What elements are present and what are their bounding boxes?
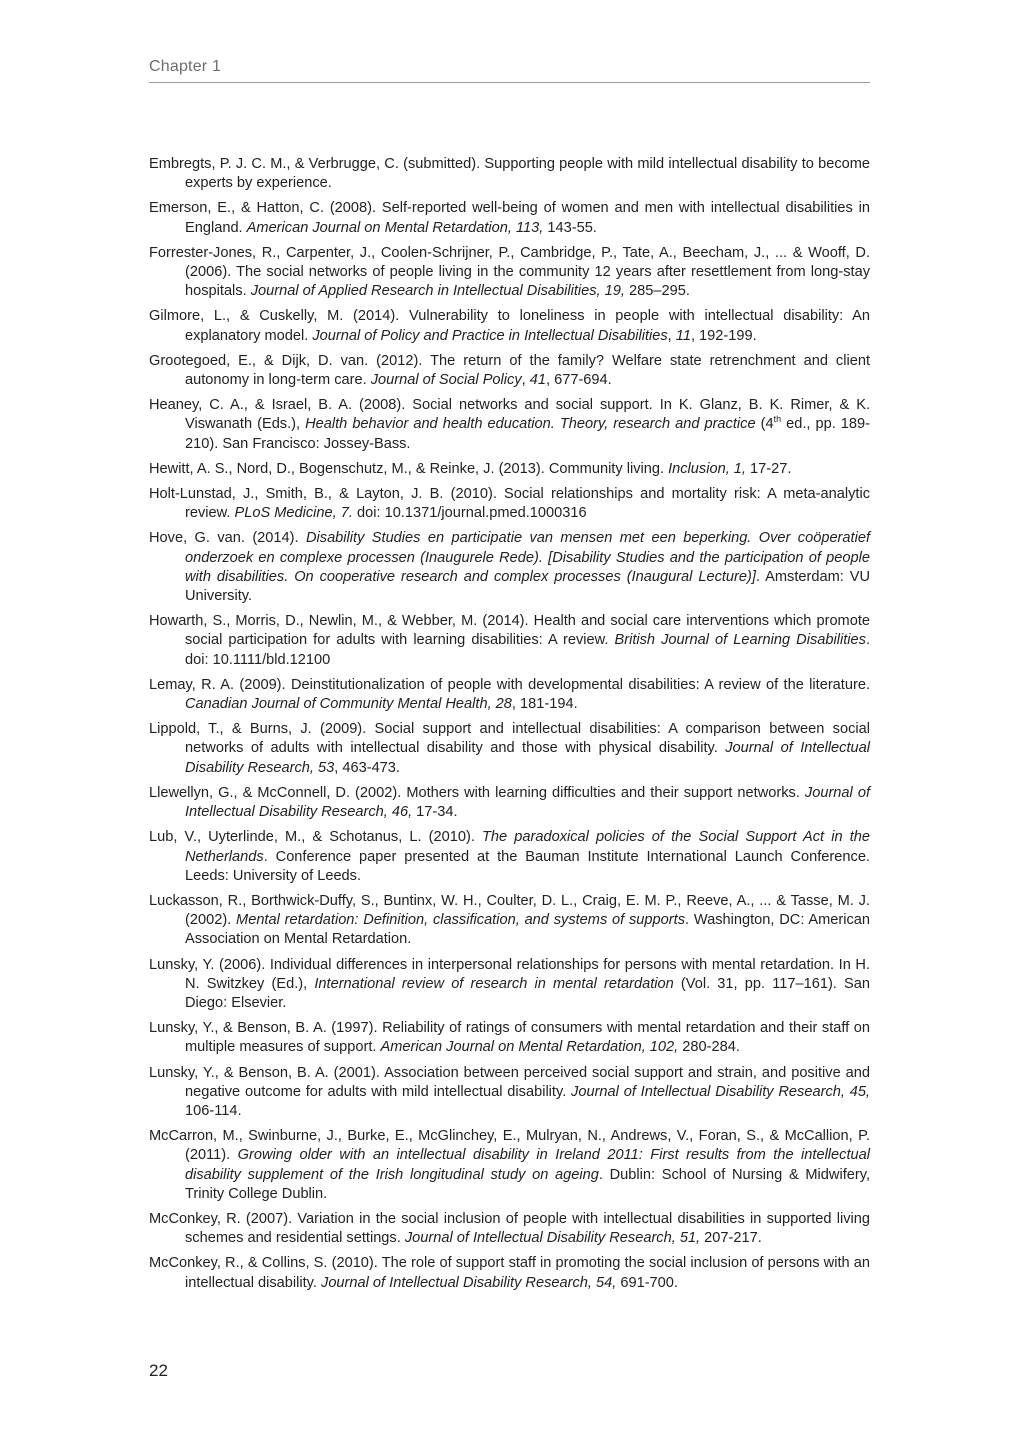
reference-text: Lemay, R. A. (2009). Deinstitutionalization of people with developmental disabilities: A review of the literature. <box>149 676 870 693</box>
reference-italic-text: Journal of Intellectual Disability Research, 54, <box>321 1274 617 1291</box>
reference-italic-text: Journal of Intellectual Disability Research, 51, <box>404 1230 701 1247</box>
reference-italic-text: Disability Studies en participatie van mensen met een beperking. Over coöperatief onderzoek en complexe processen (Inaugurele Rede). [Disability Studies and the participation of people with disabilities. On cooperative research and complex processes (Inaugural Lecture)] <box>185 530 871 585</box>
reference-text: Hewitt, A. S., Nord, D., Bogenschutz, M., & Reinke, J. (2013). Community living. <box>149 460 669 477</box>
reference-text: (4 <box>755 416 774 433</box>
reference-text: Grootegoed, E., & Dijk, D. van. (2012). The return of the family? Welfare state retrenchment and client autonomy in long-term care. <box>149 352 870 389</box>
reference-text: , 192-199. <box>690 327 757 344</box>
reference-text: . Dublin: School of Nursing & Midwifery, Trinity College Dublin. <box>185 1166 870 1202</box>
page-number: 22 <box>149 1361 168 1380</box>
reference-superscript: th <box>773 414 782 425</box>
reference-text: Lunsky, Y., & Benson, B. A. (1997). Reliability of ratings of consumers with mental retardation and their staff on multiple measures of support. <box>149 1020 870 1056</box>
reference-italic-text: PLoS Medicine, 7. <box>234 505 353 522</box>
reference-entry <box>149 307 870 345</box>
reference-text: , <box>521 372 530 389</box>
reference-italic-text: Journal of Policy and Practice in Intellectual Disabilities <box>312 327 668 344</box>
reference-italic-text: Journal of Intellectual Disability Research, 45, <box>571 1083 870 1100</box>
reference-text: Embregts, P. J. C. M., & Verbrugge, C. (submitted). Supporting people with mild intellectual disability to become experts by experience. <box>149 156 870 192</box>
reference-text: Lippold, T., & Burns, J. (2009). Social support and intellectual disabilities: A comparison between social networks of adults with intellectual disability and those with physical disability. <box>149 721 870 757</box>
reference-text: 691-700. <box>616 1274 678 1291</box>
reference-entry <box>149 352 870 390</box>
reference-text: , <box>667 327 676 344</box>
reference-entry <box>149 1019 870 1057</box>
reference-entry <box>149 1254 870 1292</box>
reference-italic-text: The paradoxical policies of the Social Support Act in the Netherlands <box>185 829 870 865</box>
reference-text: ed., pp. 189-210). San Francisco: Jossey-Bass. <box>185 416 871 452</box>
reference-text: Holt-Lunstad, J., Smith, B., & Layton, J. B. (2010). Social relationships and mortality risk: A meta-analytic review. <box>149 486 870 522</box>
reference-entry <box>149 892 870 950</box>
reference-entry <box>149 1127 870 1204</box>
reference-entry <box>149 396 870 454</box>
reference-entry <box>149 720 870 778</box>
reference-text: . Conference paper presented at the Bauman Institute International Launch Conference. Leeds: University of Leeds. <box>185 848 870 884</box>
reference-text: McConkey, R. (2007). Variation in the social inclusion of people with intellectual disabilities in supported living schemes and residential settings. <box>149 1210 870 1247</box>
reference-text: McCarron, M., Swinburne, J., Burke, E., McGlinchey, E., Mulryan, N., Andrews, V., Foran, S., & McCallion, P. (2011). <box>149 1128 870 1164</box>
reference-text: 17-34. <box>412 804 458 821</box>
reference-text: Hove, G. van. (2014). <box>149 530 306 547</box>
reference-entry <box>149 784 870 822</box>
reference-italic-text: 11 <box>675 327 691 344</box>
reference-italic-text: Journal of Social Policy <box>370 372 522 389</box>
reference-entry <box>149 244 870 302</box>
reference-text: Luckasson, R., Borthwick-Duffy, S., Buntinx, W. H., Coulter, D. L., Craig, E. M. P., Reeve, A., ... & Tasse, M. J. (2002). <box>149 892 870 929</box>
reference-entry <box>149 485 870 523</box>
reference-text: Llewellyn, G., & McConnell, D. (2002). Mothers with learning difficulties and their support networks. <box>149 784 805 801</box>
reference-entry <box>149 676 870 714</box>
reference-text: 285–295. <box>624 283 690 300</box>
reference-italic-text: Canadian Journal of Community Mental Health, 28 <box>185 696 512 713</box>
reference-text: Forrester-Jones, R., Carpenter, J., Coolen-Schrijner, P., Cambridge, P., Tate, A., Beecham, J., ... & Wooff, D. (2006). The social networks of people living in the community 12 years after resettlement from long-stay hospitals. <box>149 244 870 300</box>
reference-entry <box>149 199 870 237</box>
reference-entry <box>149 612 870 670</box>
reference-entry <box>149 460 870 479</box>
reference-text: , 677-694. <box>545 372 612 389</box>
reference-text: Howarth, S., Morris, D., Newlin, M., & Webber, M. (2014). Health and social care interventions which promote social participation for adults with learning disabilities: A review. <box>149 613 870 649</box>
reference-italic-text: Mental retardation: Definition, classification, and systems of supports <box>236 912 685 929</box>
reference-text: 106-114. <box>185 1102 242 1119</box>
reference-text: Lub, V., Uyterlinde, M., & Schotanus, L. (2010). <box>149 829 482 846</box>
reference-entry <box>149 155 870 193</box>
reference-italic-text: Inclusion, 1, <box>668 460 746 477</box>
reference-text: . Amsterdam: VU University. <box>185 568 871 605</box>
reference-italic-text: Health behavior and health education. Theory, research and practice <box>305 416 756 433</box>
reference-text: Emerson, E., & Hatton, C. (2008). Self-reported well-being of women and men with intellectual disabilities in England. <box>149 200 870 236</box>
reference-italic-text: American Journal on Mental Retardation, 113, <box>246 219 544 236</box>
reference-italic-text: Journal of Intellectual Disability Research, 53 <box>185 740 870 776</box>
reference-italic-text: Growing older with an intellectual disability in Ireland 2011: First results from the intellectual disability supplement of the Irish longitudinal study on ageing <box>185 1147 870 1183</box>
reference-list <box>149 155 870 1299</box>
reference-italic-text: American Journal on Mental Retardation, 102, <box>380 1039 679 1056</box>
reference-text: , 463-473. <box>334 759 400 776</box>
chapter-title: Chapter 1 <box>149 58 222 75</box>
reference-text: Lunsky, Y., & Benson, B. A. (2001). Association between perceived social support and strain, and positive and negative outcome for adults with mild intellectual disability. <box>149 1064 870 1100</box>
running-header <box>149 58 870 83</box>
reference-italic-text: Journal of Applied Research in Intellectual Disabilities, 19, <box>250 283 625 300</box>
reference-text: . Washington, DC: American Association on Mental Retardation. <box>185 912 871 948</box>
reference-entry <box>149 828 870 886</box>
reference-entry <box>149 956 870 1014</box>
reference-text: 143-55. <box>543 219 597 236</box>
reference-italic-text: British Journal of Learning Disabilities <box>614 632 866 649</box>
reference-text: . doi: 10.1111/bld.12100 <box>185 632 870 668</box>
reference-text: Heaney, C. A., & Israel, B. A. (2008). Social networks and social support. In K. Glanz, B. K. Rimer, & K. Viswanath (Eds.), <box>149 397 870 433</box>
reference-italic-text: Journal of Intellectual Disability Research, 46, <box>185 784 870 821</box>
reference-italic-text: 41 <box>529 372 546 389</box>
reference-text: , 181-194. <box>511 696 578 713</box>
reference-entry <box>149 529 870 606</box>
reference-text: 207-217. <box>700 1230 762 1247</box>
reference-entry <box>149 1210 870 1248</box>
reference-text: doi: 10.1371/journal.pmed.1000316 <box>352 505 587 522</box>
reference-text: Gilmore, L., & Cuskelly, M. (2014). Vulnerability to loneliness in people with intellectual disability: An explanatory model. <box>149 308 870 344</box>
reference-text: (Vol. 31, pp. 117–161). San Diego: Elsevier. <box>185 975 871 1011</box>
reference-text: 280-284. <box>678 1039 740 1056</box>
reference-entry <box>149 1064 870 1122</box>
reference-text: 17-27. <box>745 460 792 477</box>
reference-italic-text: International review of research in mental retardation <box>314 975 674 992</box>
reference-text: Lunsky, Y. (2006). Individual differences in interpersonal relationships for persons with mental retardation. In H. N. Switzkey (Ed.), <box>149 956 870 992</box>
reference-text: McConkey, R., & Collins, S. (2010). The role of support staff in promoting the social inclusion of persons with an intellectual disability. <box>149 1255 870 1291</box>
